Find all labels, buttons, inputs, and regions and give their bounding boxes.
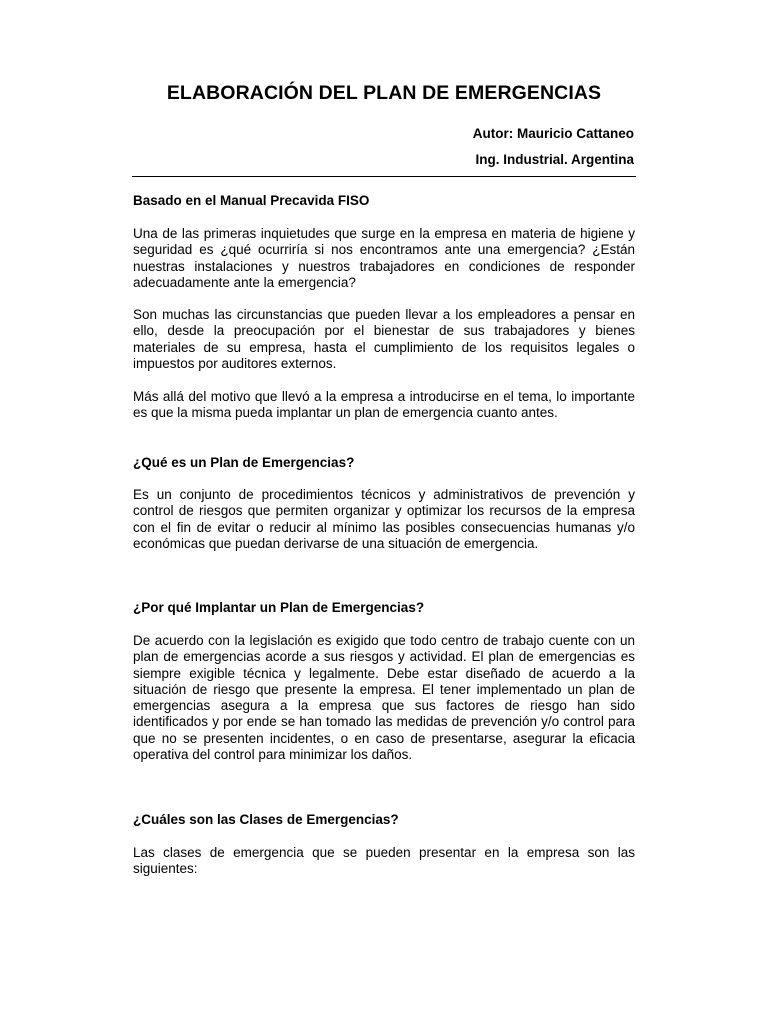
intro-paragraph-3: Más allá del motivo que llevó a la empresa a introducirse en el tema, lo importante es que la misma pueda implantar un plan de emergencia cuanto antes. bbox=[133, 389, 635, 421]
source-heading: Basado en el Manual Precavida FISO bbox=[133, 193, 370, 208]
author-name: Autor: Mauricio Cattaneo bbox=[472, 126, 634, 141]
author-role: Ing. Industrial. Argentina bbox=[475, 152, 634, 167]
header-divider bbox=[132, 176, 636, 177]
section-text-emergency-classes: Las clases de emergencia que se pueden presentar en la empresa son las siguientes: bbox=[133, 845, 635, 877]
section-text-why-implement: De acuerdo con la legislación es exigido que todo centro de trabajo cuente con un plan de emergencias acorde a sus riesgos y actividad. El plan de emergencias es siempre exigible técnica y legalmente. Debe estar diseñado de acuerdo a la situación de riesgo que presente la empresa. El tener implementado un plan de emergencias asegura a la empresa que sus factores de riesgo han sido identificados y por ende se han tomado las medidas de prevención y/o control para que no se presenten incidentes, o en caso de presentarse, asegurar la eficacia operativa del control para minimizar los daños. bbox=[133, 633, 635, 763]
section-heading-emergency-classes: ¿Cuáles son las Clases de Emergencias? bbox=[133, 812, 399, 827]
document-title: ELABORACIÓN DEL PLAN DE EMERGENCIAS bbox=[166, 82, 602, 104]
intro-paragraph-2: Son muchas las circunstancias que pueden llevar a los empleadores a pensar en ello, desde la preocupación por el bienestar de sus trabajadores y bienes materiales de su empresa, hasta el cumplimiento de los requisitos legales o impuestos por auditores externos. bbox=[133, 307, 635, 371]
section-text-what-is: Es un conjunto de procedimientos técnicos y administrativos de prevención y control de riesgos que permiten organizar y optimizar los recursos de la empresa con el fin de evitar o reducir al mínimo las posibles consecuencias humanas y/o económicas que puedan derivarse de una situación de emergencia. bbox=[133, 487, 635, 551]
section-heading-what-is: ¿Qué es un Plan de Emergencias? bbox=[133, 455, 355, 470]
section-heading-why-implement: ¿Por qué Implantar un Plan de Emergencias? bbox=[133, 600, 425, 615]
intro-paragraph-1: Una de las primeras inquietudes que surge en la empresa en materia de higiene y seguridad es ¿qué ocurriría si nos encontramos ante una emergencia? ¿Están nuestras instalaciones y nuestros trabajadores en condiciones de responder adecuadamente ante la emergencia? bbox=[133, 226, 635, 290]
